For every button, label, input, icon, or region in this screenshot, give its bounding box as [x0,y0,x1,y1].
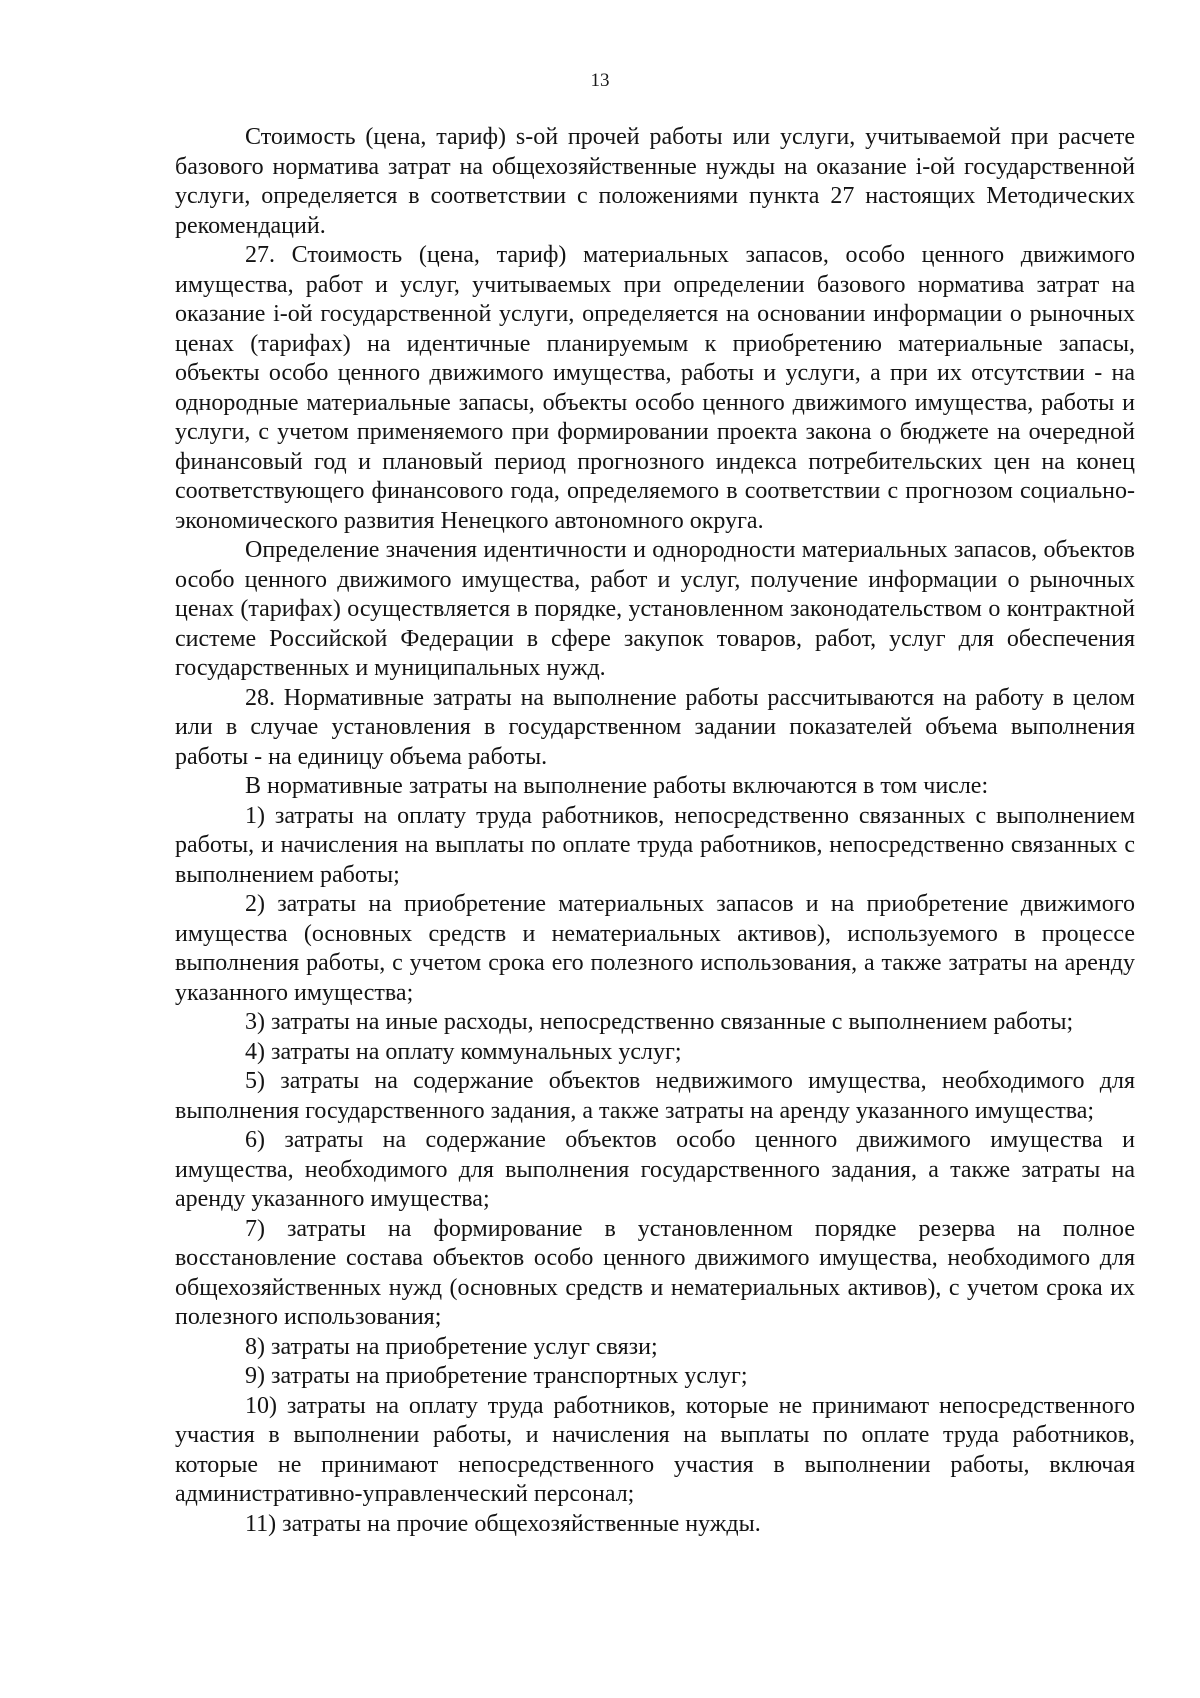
paragraph: В нормативные затраты на выполнение работы включаются в том числе: [245,773,989,799]
list-item: 6) затраты на содержание объектов особо ценного движимого имущества и имущества, необходимого для выполнения государственного задания, а также затраты на аренду указанного имущества; [175,1127,1135,1212]
list-item: 2) затраты на приобретение материальных запасов и на приобретение движимого имущества (основных средств и нематериальных активов), используемого в процессе выполнения работы, с учетом срока его полезного использования, а также затраты на аренду указанного имущества; [175,891,1135,1006]
document-body [175,123,1135,1539]
list-item: 8) затраты на приобретение услуг связи; [245,1333,658,1360]
list-item: 11) затраты на прочие общехозяйственные нужды. [245,1510,761,1537]
list-item: 4) затраты на оплату коммунальных услуг; [245,1038,682,1065]
paragraph: 27. Стоимость (цена, тариф) материальных запасов, особо ценного движимого имущества, работ и услуг, учитываемых при определении базового норматива затрат на оказание i-ой государственной услуги, определяется на основании информации о рыночных ценах (тарифах) на идентичные планируемым к приобретению материальные запасы, объекты особо ценного движимого имущества, работы и услуги, а при их отсутствии - на однородные материальные запасы, объекты особо ценного движимого имущества, работы и услуги, с учетом применяемого при формировании проекта закона о бюджете на очередной финансовый год и плановый период прогнозного индекса потребительских цен на конец соответствующего финансового года, определяемого в соответствии с прогнозом социально-экономического развития Ненецкого автономного округа. [175,242,1135,534]
paragraph: Стоимость (цена, тариф) s-ой прочей работы или услуги, учитываемой при расчете базового норматива затрат на общехозяйственные нужды на оказание i-ой государственной услуги, определяется в соответствии с положениями пункта 27 настоящих Методических рекомендаций. [175,124,1135,239]
list-item: 5) затраты на содержание объектов недвижимого имущества, необходимого для выполнения государственного задания, а также затраты на аренду указанного имущества; [175,1068,1135,1124]
list-item: 7) затраты на формирование в установленном порядке резерва на полное восстановление состава объектов особо ценного движимого имущества, необходимого для общехозяйственных нужд (основных средств и нематериальных активов), с учетом срока их полезного использования; [175,1215,1135,1330]
paragraph: 28. Нормативные затраты на выполнение работы рассчитываются на работу в целом или в случае установления в государственном задании показателей объема выполнения работы - на единицу объема работы. [175,684,1135,770]
paragraph: Определение значения идентичности и однородности материальных запасов, объектов особо ценного движимого имущества, работ и услуг, получение информации о рыночных ценах (тарифах) осуществляется в порядке, установленном законодательством о контрактной системе Российской Федерации в сфере закупок товаров, работ, услуг для обеспечения государственных и муниципальных нужд. [175,537,1135,681]
page-number: 13 [590,70,610,91]
list-item: 9) затраты на приобретение транспортных услуг; [245,1363,748,1389]
list-item: 3) затраты на иные расходы, непосредственно связанные с выполнением работы; [245,1009,1074,1035]
list-item: 10) затраты на оплату труда работников, которые не принимают непосредственного участия в выполнении работы, и начисления на выплаты по оплате труда работников, которые не принимают непосредственного участия в выполнении работы, включая административно-управленческий персонал; [175,1392,1135,1507]
list-item: 1) затраты на оплату труда работников, непосредственно связанных с выполнением работы, и начисления на выплаты по оплате труда работников, непосредственно связанных с выполнением работы; [175,802,1135,888]
